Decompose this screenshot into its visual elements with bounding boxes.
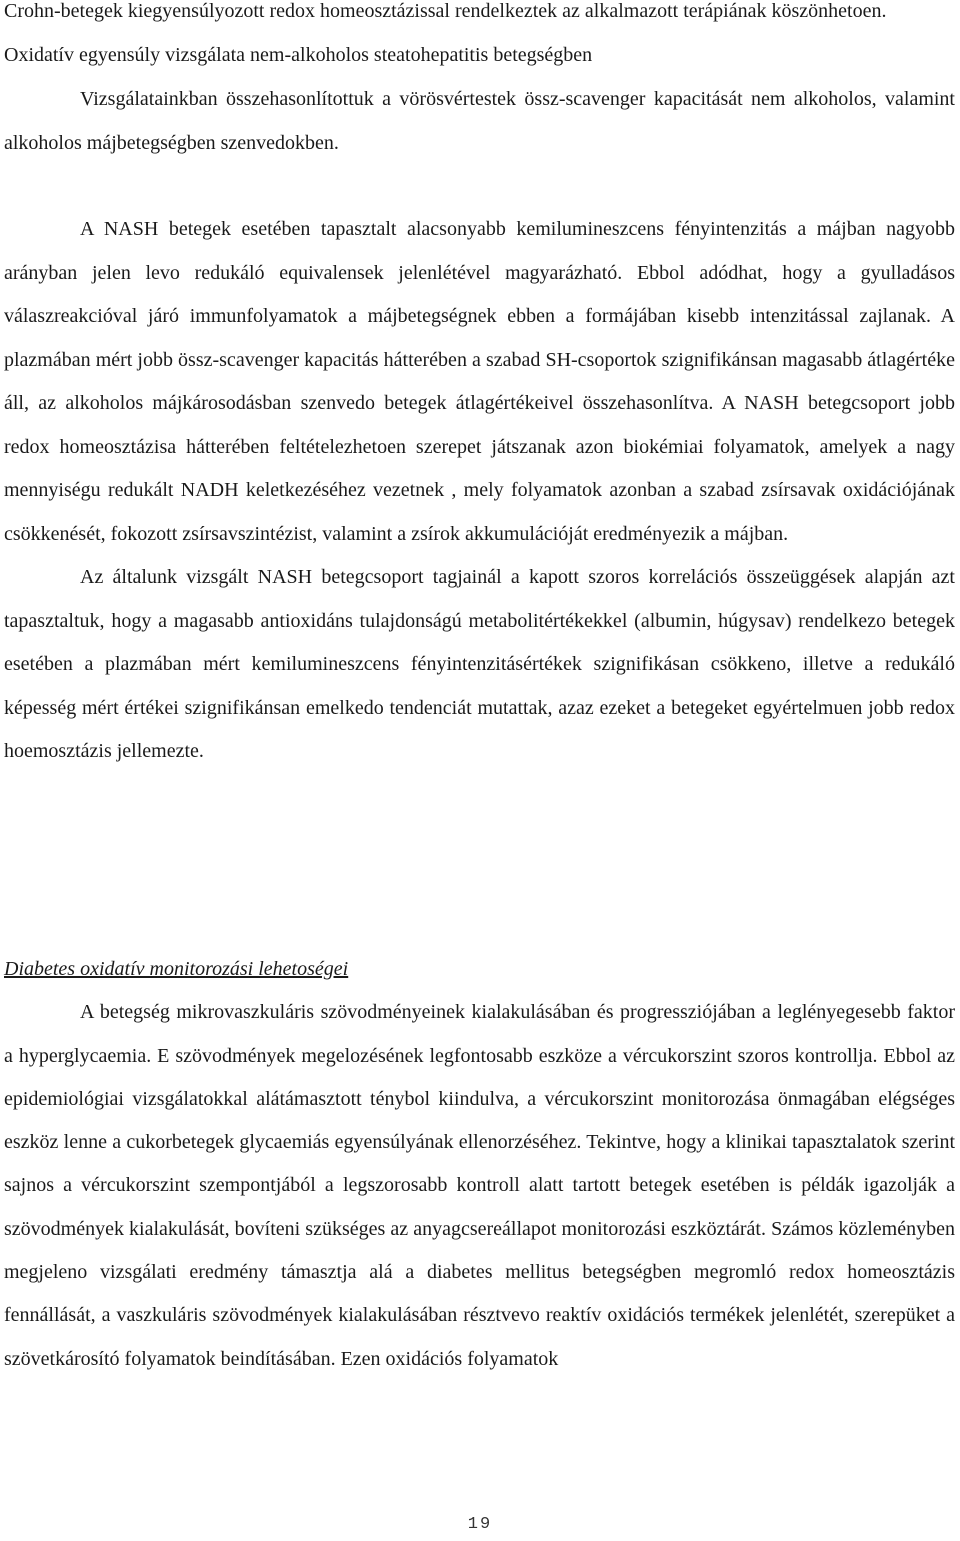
paragraph-nash-intro: Vizsgálatainkban összehasonlítottuk a vörösvértestek össz-scavenger kapacitását nem alkoholos, valamint alkoholos májbetegségben szenvedokben. (4, 87, 955, 154)
paragraph-nash-correlations: Az általunk vizsgált NASH betegcsoport tagjainál a kapott szoros korrelációs összeüggések alapján azt tapasztaltuk, hogy a magasabb antioxidáns tulajdonságú metabolitértékekkel (albumin, húgysav) rendelkezo betegek esetében a plazmában mért kemilumineszcens fényintenzitásértékek szignifikásan csökkeno, illetve a redukáló képesség mért értékei szignifikánsan emelkedo tendenciát mutattak, azaz ezeket a betegeket egyértelmuen jobb redox hoemosztázis jellemezte. (4, 566, 955, 762)
text-block-top (4, 0, 955, 166)
paragraph-diabetes: A betegség mikrovaszkuláris szövodményeinek kialakulásában és progressziójában a leglényegesebb faktor a hyperglycaemia. E szövodmények megelozésének legfontosabb eszköze a vércukorszint szoros kontrollja. Ebbol az epidemiológiai vizsgálatokkal alátámasztott ténybol kiindulva, a vércukorszint monitorozása önmagában elégséges eszköz lenne a cukorbetegek glycaemiás egyensúlyának ellenorzéséhez. Tekintve, hogy a klinikai tapasztalatok szerint sajnos a vércukorszint szempontjából a legszorosabb kontroll alatt tartott betegek esetében is példák igazolják a szövodmények kialakulását, bovíteni szükséges az anyagcsereállapot monitorozási eszköztárát. Számos közleményben megjeleno vizsgálati eredmény támasztja alá a diabetes mellitus betegségben megromló redox homeosztázis fennállását, a vaszkuláris szövodmények kialakulásában résztvevo reaktív oxidációs termékek jelenlétét, szerepüket a szövetkárosító folyamatok beindításában. Ezen oxidációs folyamatok (4, 1001, 955, 1370)
section-heading-diabetes: Diabetes oxidatív monitorozási lehetoségei (4, 958, 349, 980)
page-number: 19 (467, 1515, 493, 1534)
text-block-diabetes (4, 948, 955, 1381)
section-heading-nash: Oxidatív egyensúly vizsgálata nem-alkoholos steatohepatitis betegségben (4, 43, 593, 66)
paragraph-nash-results: A NASH betegek esetében tapasztalt alacsonyabb kemilumineszcens fényintenzitás a májban nagyobb arányban jelen levo redukáló equivalensek jelenlétével magyarázható. Ebbol adódhat, hogy a gyulladásos válaszreakcióval járó immunfolyamatok a májbetegségnek ebben a formájában kisebb intenzitással zajlanak. A plazmában mért jobb össz-scavenger kapacitás hátterében a szabad SH-csoportok szignifikánsan magasabb átlagértéke áll, az alkoholos májkárosodásban szenvedo betegek átlagértékeivel összehasonlítva. A NASH betegcsoport jobb redox homeosztázisa hátterében feltételezhetoen szerepet játszanak azon biokémiai folyamatok, amelyek a nagy mennyiségu redukált NADH keletkezéséhez vezetnek , mely folyamatok azonban a szabad zsírsavak oxidációjának csökkenését, fokozott zsírsavszintézist, valamint a zsírok akkumulációját eredményezik a májban. (4, 218, 955, 545)
paragraph-crohn-conclusion: Crohn-betegek kiegyensúlyozott redox homeosztázissal rendelkeztek az alkalmazott terápiának köszönhetoen. (4, 0, 887, 22)
text-block-middle (4, 208, 955, 774)
